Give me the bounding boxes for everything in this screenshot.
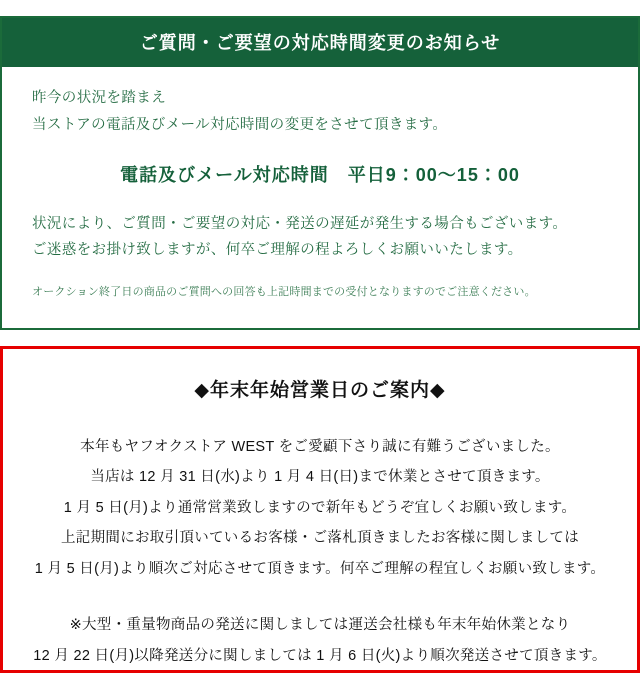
holiday-notice-line-3: 1 月 5 日(月)より通常営業致しますので新年もどうぞ宜しくお願い致します。 (63, 499, 577, 516)
notice-line-4: ご迷惑をお掛け致しますが、何卒ご理解の程よろしくお願いいたします。 (32, 242, 523, 259)
notice-line-2: 当ストアの電話及びメール対応時間の変更をさせて頂きます。 (32, 116, 448, 133)
holiday-notice-line-6: ※大型・重量物商品の発送に関しましては運送会社様も年末年始休業となり (69, 617, 571, 634)
operating-hours-notice-body (2, 67, 638, 328)
notice-line-3: 状況により、ご質問・ご要望の対応・発送の遅延が発生する場合もございます。 (32, 215, 568, 232)
holiday-schedule-notice-body (3, 349, 637, 691)
notice-line-1: 昨今の状況を踏まえ (32, 90, 167, 106)
holiday-notice-spacer (25, 584, 615, 610)
holiday-notice-title: ◆年末年始営業日のご案内◆ (194, 380, 446, 401)
notice-footnote: オークション終了日の商品のご質問への回答も上記時間までの受付となりますのでご注意ください。 (32, 286, 536, 299)
holiday-notice-line-2: 当店は 12 月 31 日(水)より 1 月 4 日(日)まで休業とさせて頂きます。 (90, 469, 550, 486)
operating-hours-notice-header: ご質問・ご要望の対応時間変更のお知らせ (2, 18, 638, 67)
operating-hours-notice (0, 16, 640, 330)
holiday-notice-line-4: 上記期間にお取引頂いているお客様・ご落札頂きましたお客様に関しましては (61, 530, 579, 547)
holiday-notice-line-5: 1 月 5 日(月)より順次ご対応させて頂きます。何卒ご理解の程宜しくお願い致します。 (34, 560, 606, 577)
support-hours-text: 電話及びメール対応時間 平日9：00〜15：00 (120, 164, 520, 185)
holiday-notice-line-1: 本年もヤフオクストア WEST をご愛顧下さり誠に有難うございました。 (80, 439, 560, 455)
holiday-notice-line-7: 12 月 22 日(月)以降発送分に関しましては 1 月 6 日(火)より順次発送させて頂きます。 (33, 647, 607, 664)
holiday-schedule-notice (0, 346, 640, 673)
